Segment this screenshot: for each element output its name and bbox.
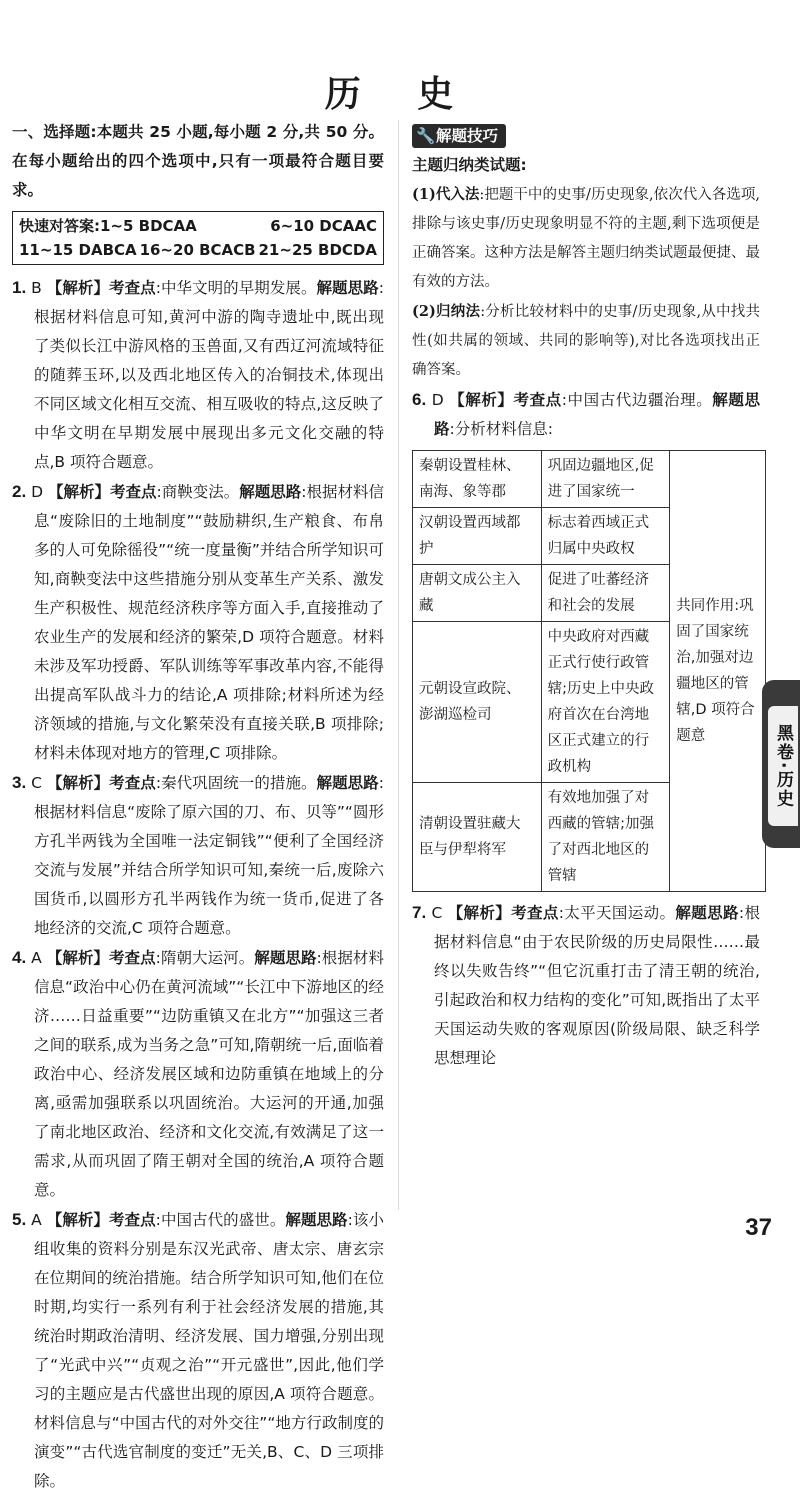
question-6: 6. D 【解析】考查点:中国古代边疆治理。解题思路:分析材料信息: [412, 390, 760, 438]
table-cell-event: 秦朝设置桂林、南海、象等郡 [413, 451, 542, 508]
table-cell-effect: 有效地加强了对西藏的管辖;加强了对西北地区的管辖 [541, 783, 670, 892]
tip-method-1: (1)代入法:把题干中的史事/历史现象,依次代入各选项,排除与该史事/历史现象明显不符的主题,剩下选项便是正确答案。这种方法是解答主题归纳类试题最便捷、最有效的方法。 [412, 186, 760, 290]
page-title: 历 史 [324, 73, 476, 115]
column-divider [398, 120, 399, 1210]
answers-21-25: 21~25 BDCDA [258, 241, 377, 259]
analysis-table [412, 450, 766, 892]
tip-method-2: (2)归纳法:分析比较材料中的史事/历史现象,从中找共性(如共属的领域、共同的影响等),对比各选项找出正确答案。 [412, 303, 760, 378]
table-cell-event: 清朝设置驻藏大臣与伊犁将军 [413, 783, 542, 892]
answers-16-20: 16~20 BCACB [139, 241, 256, 259]
answers-6-10: 6~10 DCAAC [270, 217, 377, 235]
answers-11-15: 11~15 DABCA [19, 241, 137, 259]
table-cell-effect: 促进了吐蕃经济和社会的发展 [541, 565, 670, 622]
question-1: 1. B 【解析】考查点:中华文明的早期发展。解题思路:根据材料信息可知,黄河中游的陶寺遗址中,既出现了类似长江中游风格的玉兽面,又有西辽河流域特征的随葬玉环,以及西北地区传入的冶铜技术,体现出不同区域文化相互交流、相互吸收的特点,这反映了中华文明在早期发展中展现出多元文化交融的特点,B 项符合题意。 [12, 278, 384, 471]
tip-header: 🔧解题技巧 [412, 124, 506, 148]
question-5: 5. A 【解析】考查点:中国古代的盛世。解题思路:该小组收集的资料分别是东汉光武帝、唐太宗、唐玄宗在位期间的统治措施。结合所学知识可知,他们在位时期,均实行一系列有利于社会经济发展的措施,其统治时期政治清明、经济发展、国力增强,分别出现了“光武中兴”“贞观之治”“开元盛世”,因此,他们学习的主题应是古代盛世出现的原因,A 项符合题意。材料信息与“中国古代的对外交往”“地方行政制度的演变”“古代选官制度的变迁”无关,B、C、D 三项排除。 [12, 1210, 384, 1490]
left-column [12, 118, 384, 1496]
page-number: 37 [745, 1214, 772, 1241]
right-column [412, 118, 760, 1073]
question-7: 7. C 【解析】考查点:太平天国运动。解题思路:根据材料信息“由于农民阶级的历史局限性……最终以失败告终”“但它沉重打击了清王朝的统治,引起政治和权力结构的变化”可知,既指出了太平天国运动失败的客观原因(阶级局限、缺乏科学思想理论 [412, 903, 760, 1067]
side-tab [762, 680, 800, 848]
table-cell-common: 共同作用:巩固了国家统治,加强对边疆地区的管辖,D 项符合题意 [670, 451, 766, 892]
table-row [413, 451, 766, 508]
section-heading: 一、选择题:本题共 25 小题,每小题 2 分,共 50 分。在每小题给出的四个选项中,只有一项最符合题目要求。 [12, 123, 384, 199]
table-cell-effect: 中央政府对西藏正式行使行政管辖;历史上中央政府首次在台湾地区正式建立的行政机构 [541, 622, 670, 783]
quick-answers-box [12, 211, 384, 265]
side-tab-label: 黑卷·历史 [768, 706, 798, 826]
table-cell-event: 元朝设宣政院、澎湖巡检司 [413, 622, 542, 783]
question-4: 4. A 【解析】考查点:隋朝大运河。解题思路:根据材料信息“政治中心仍在黄河流域”“长江中下游地区的经济……日益重要”“边防重镇又在北方”“加强这三者之间的联系,成为当务之急”可知,隋朝统一后,面临着政治中心、经济发展区域和边防重镇在地域上的分离,亟需加强联系以巩固统治。大运河的开通,加强了南北地区政治、经济和文化交流,有效满足了这一需求,从而巩固了隋王朝对全国的统治,A 项符合题意。 [12, 948, 384, 1199]
question-2: 2. D 【解析】考查点:商鞅变法。解题思路:根据材料信息“废除旧的土地制度”“鼓励耕织,生产粮食、布帛多的人可免除徭役”“统一度量衡”并结合所学知识可知,商鞅变法中这些措施分别从变革生产关系、激发生产积极性、规范经济秩序等方面入手,直接推动了农业生产的发展和经济的繁荣,D 项符合题意。材料未涉及军功授爵、军队训练等军事改革内容,不能得出提高军队战斗力的结论,A 项排除;材料所述为经济领域的措施,与文化繁荣没有直接关联,B 项排除;材料未体现对地方的管理,C 项排除。 [12, 482, 385, 762]
tip-subtitle: 主题归纳类试题: [412, 156, 527, 174]
quick-answers-label: 快速对答案: [19, 217, 100, 235]
table-cell-effect: 标志着西域正式归属中央政权 [541, 508, 670, 565]
question-3: 3. C 【解析】考查点:秦代巩固统一的措施。解题思路:根据材料信息“废除了原六国的刀、布、贝等”“圆形方孔半两钱为全国唯一法定铜钱”“便利了全国经济交流与发展”并结合所学知识可知,秦统一后,废除六国货币,以圆形方孔半两钱作为统一货币,促进了各地经济的交流,C 项符合题意。 [12, 773, 384, 937]
answers-1-5: 1~5 BDCAA [100, 217, 197, 235]
table-cell-event: 汉朝设置西域都护 [413, 508, 542, 565]
wrench-icon: 🔧 [416, 127, 436, 145]
table-cell-effect: 巩固边疆地区,促进了国家统一 [541, 451, 670, 508]
table-cell-event: 唐朝文成公主入藏 [413, 565, 542, 622]
